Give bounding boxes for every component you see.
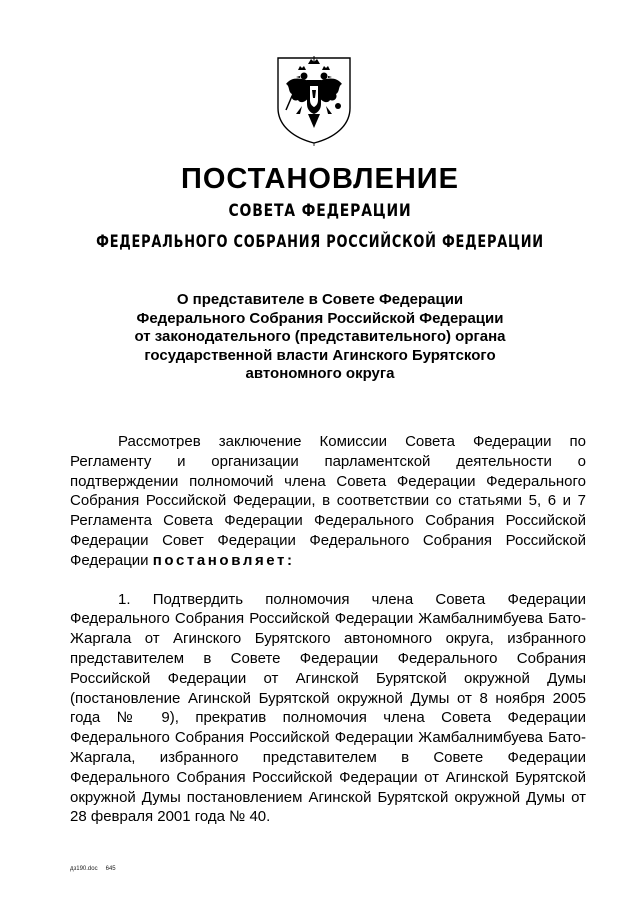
resolves-colon: :	[287, 551, 295, 569]
document-subject	[60, 291, 580, 384]
subject-line-3: от законодательного (представительного) органа	[134, 328, 506, 345]
footer-filename: дз190.doc	[70, 866, 98, 872]
preamble-paragraph	[70, 432, 586, 571]
subject-line-2: Федерального Собрания Российской Федерации	[136, 309, 504, 327]
subject-line-4: государственной власти Агинского Бурятского	[144, 346, 496, 364]
subject-line-1: О представителе в Совете Федерации	[176, 291, 464, 308]
coat-of-arms-graphic	[272, 50, 356, 146]
document-type-title: ПОСТАНОВЛЕНИЕ	[181, 163, 459, 195]
preamble-text: Рассмотрев заключение Комиссии Совета Федерации по Регламенту и организации парламентской деятельности о подтверждении полномочий члена Совета Федерации Федерального Собрания Российской Федерации, в соответствии со статьями 5, 6 и 7 Регламента Совета Федерации Федерального Собрания Российской Федерации Совет Федерации Федерального Собрания Российской Федерации	[70, 433, 586, 569]
issuer-line-2: ФЕДЕРАЛЬНОГО СОБРАНИЯ РОССИЙСКОЙ ФЕДЕРАЦИИ	[96, 232, 544, 252]
subject-line-5: автономного округа	[245, 365, 395, 382]
document-body	[70, 432, 586, 827]
file-footer	[70, 866, 124, 872]
resolves-word: постановляет	[152, 551, 287, 569]
issuer-line-1: СОВЕТА ФЕДЕРАЦИИ	[228, 201, 412, 221]
footer-code: 645	[105, 866, 116, 872]
coat-of-arms-icon	[272, 50, 356, 146]
item-1-paragraph: 1. Подтвердить полномочия члена Совета Федерации Федерального Собрания Российской Федерации Жамбалнимбуева Бато-Жаргала от Агинского Бурятского автономного округа, избранного представителем в Совете Федерации Федерального Собрания Российской Федерации от Агинской Бурятской окружной Думы (постановление Агинской Бурятской окружной Думы от 8 ноября 2005 года № 9), прекратив полномочия члена Совета Федерации Федерального Собрания Российской Федерации Жамбалнимбуева Бато-Жаргала, избранного представителем в Совете Федерации Федерального Собрания Российской Федерации от Агинской Бурятской окружной Думы постановлением Агинской Бурятской окружной Думы от 28 февраля 2001 года № 40.	[70, 590, 586, 826]
